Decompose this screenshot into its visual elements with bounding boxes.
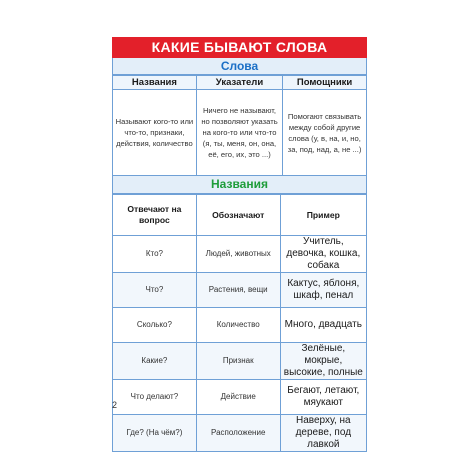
card-title: КАКИЕ БЫВАЮТ СЛОВА [112,37,367,58]
question-cell: Какие? [113,343,197,380]
column-header-example: Пример [280,195,366,236]
question-cell: Сколько? [113,308,197,343]
question-cell: Кто? [113,236,197,273]
table-row [113,236,367,273]
table-row [113,273,367,308]
section-heading-names: Названия [112,176,367,194]
example-cell: Учитель, девочка, кошка, собака [280,236,366,273]
example-cell: Зелёные, мокрые, высокие, полные [280,343,366,380]
column-header-question: Отвечают на вопрос [113,195,197,236]
table-row [113,343,367,380]
names-table [112,194,367,452]
meaning-cell: Количество [196,308,280,343]
cell-names-description: Называют кого-то или что-то, признаки, действия, количество [113,90,197,176]
cell-pointers-description: Ничего не называют, но позволяют указать на кого-то или что-то (я, ты, меня, он, она, её, его, их, это ...) [196,90,282,176]
section-heading-words: Слова [112,58,367,75]
example-cell: Кактус, яблоня, шкаф, пенал [280,273,366,308]
example-cell: Наверху, на дереве, под лавкой [280,415,366,452]
example-cell: Бегают, летают, мяукают [280,380,366,415]
column-header-names: Названия [113,76,197,90]
cell-helpers-description: Помогают связывать между собой другие слова (у, в, на, и, но, за, под, над, а, не ...) [283,90,367,176]
table-row [113,380,367,415]
meaning-cell: Людей, животных [196,236,280,273]
question-cell: Где? (На чём?) [113,415,197,452]
meaning-cell: Признак [196,343,280,380]
meaning-cell: Действие [196,380,280,415]
meaning-cell: Растения, вещи [196,273,280,308]
reference-card [112,37,367,452]
table-row [113,308,367,343]
question-cell: Что? [113,273,197,308]
example-cell: Много, двадцать [280,308,366,343]
column-header-pointers: Указатели [196,76,282,90]
question-cell: Что делают? [113,380,197,415]
meaning-cell: Расположение [196,415,280,452]
table-row [113,415,367,452]
column-header-helpers: Помощники [283,76,367,90]
page-number: 2 [112,400,118,410]
words-table [112,75,367,176]
column-header-meaning: Обозначают [196,195,280,236]
